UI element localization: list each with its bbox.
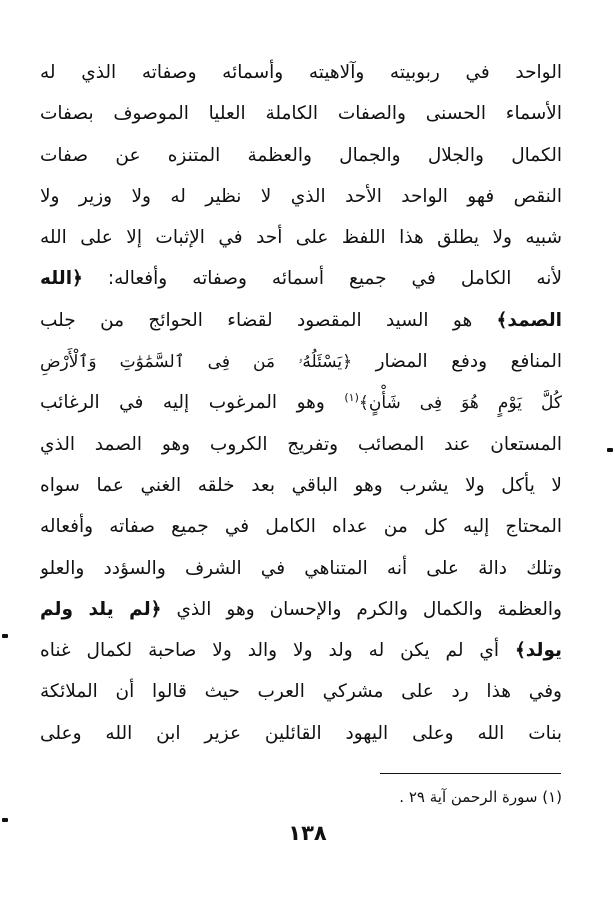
footnote-separator	[380, 773, 561, 774]
scan-mark	[607, 448, 613, 452]
line-text: المستعان عند المصائب وتفريج الكروب وهو الصمد الذي	[40, 433, 562, 455]
text-line	[40, 548, 562, 589]
line-text: أي لم يكن له ولد ولا والد ولا صاحبة لكمال غناه	[40, 640, 515, 662]
line-text: بنات الله وعلى اليهود القائلين عزير ابن الله وعلى	[40, 722, 562, 744]
text-line	[40, 424, 562, 465]
footnote: (١) سورة الرحمن آية ٢٩ .	[399, 788, 562, 806]
line-text: هو السيد المقصود لقضاء الحوائج من جلب	[40, 309, 497, 331]
line-text: وفي هذا رد على مشركي العرب حيث قالوا أن الملائكة	[40, 681, 562, 703]
text-line	[40, 300, 562, 341]
text-line	[40, 713, 562, 754]
line-text: لأنه الكامل في جميع أسمائه وصفاته وأفعاله:	[82, 268, 562, 290]
scan-mark	[2, 818, 8, 822]
emphasized-text: ﴿لم يلد ولم	[40, 598, 162, 620]
text-line	[40, 52, 562, 93]
emphasized-text: ﴿الله	[40, 268, 83, 290]
text-line	[40, 506, 562, 547]
text-line	[40, 258, 562, 299]
text-line	[40, 382, 562, 423]
line-text: الكمال والجلال والجمال والعظمة المتنزه عن صفات	[40, 144, 562, 166]
page-body	[40, 52, 562, 754]
page-number: ١٣٨	[288, 821, 327, 845]
quran-verse: ﴿يَسْئَلُهُۥ مَن فِى ٱلسَّمَٰوَٰتِ وَٱلْأَرْضِ	[40, 352, 353, 373]
line-text: شبيه ولا يطلق هذا اللفظ على أحد في الإثبات إلا على الله	[40, 227, 562, 249]
text-line	[40, 135, 562, 176]
quran-verse: كُلَّ يَوْمٍ هُوَ فِى شَأْنٍ﴾	[358, 393, 562, 414]
text-line	[40, 630, 562, 671]
text-line	[40, 217, 562, 258]
scan-mark	[2, 634, 8, 638]
text-line	[40, 176, 562, 217]
emphasized-text: يولد﴾	[514, 640, 562, 662]
line-text: وتلك دالة على أنه المتناهي في الشرف والسؤدد والعلو	[40, 557, 562, 579]
emphasized-text: الصمد﴾	[496, 309, 562, 331]
line-text: الأسماء الحسنى والصفات الكاملة العليا الموصوف بصفات	[40, 103, 562, 125]
line-text: الواحد في ربوبيته وآلاهيته وأسمائه وصفاته الذي له	[40, 62, 562, 83]
line-text: المنافع ودفع المضار	[352, 351, 562, 373]
line-text: لا يأكل ولا يشرب وهو الباقي بعد خلقه الغني عما سواه	[40, 474, 562, 496]
text-line	[40, 341, 562, 382]
line-text: والعظمة والكمال والكرم والإحسان وهو الذي	[161, 598, 562, 620]
text-line	[40, 465, 562, 506]
line-text: المحتاج إليه كل من عداه الكامل في جميع صفاته وأفعاله	[40, 516, 562, 538]
line-text: النقص فهو الواحد الأحد الذي لا نظير له ولا وزير ولا	[40, 185, 562, 207]
text-line	[40, 93, 562, 134]
footnote-reference: (١)	[344, 391, 359, 405]
text-line	[40, 671, 562, 712]
line-text: وهو المرغوب إليه في الرغائب	[40, 392, 345, 414]
text-line	[40, 589, 562, 630]
